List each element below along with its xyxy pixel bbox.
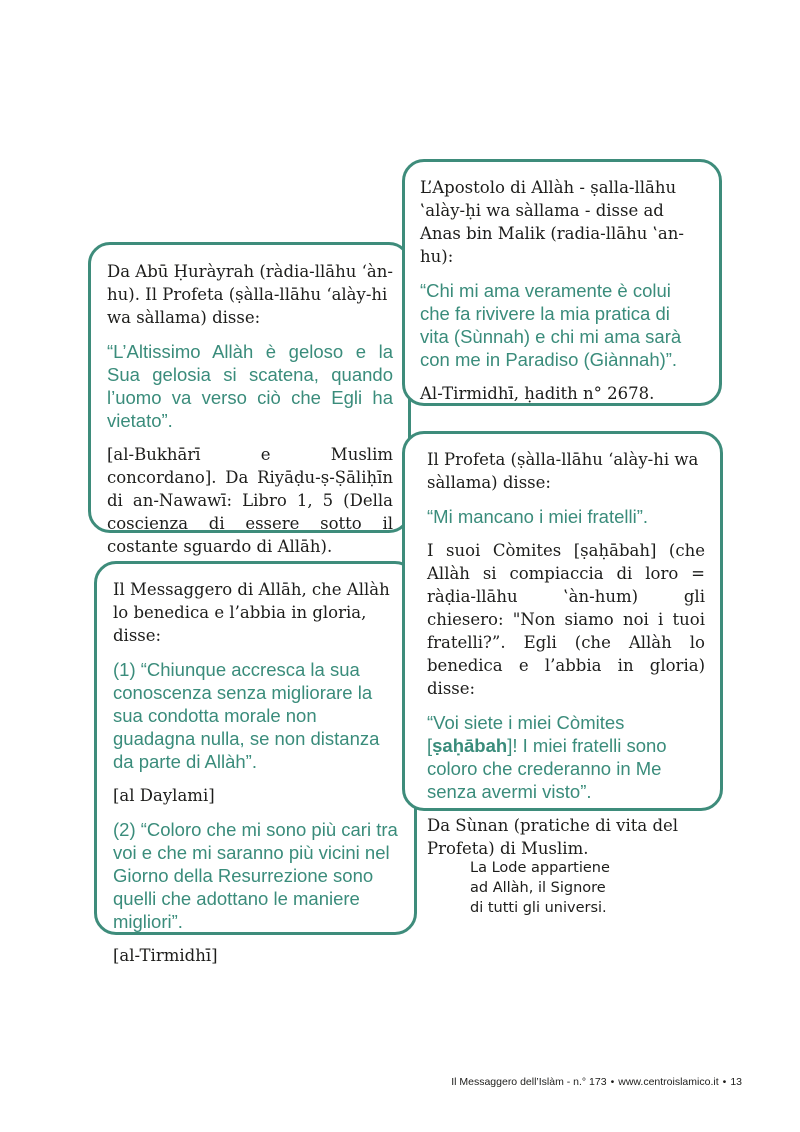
hadith-source: [al-Bukhārī e Muslim concordano]. Da Riyāḍu-ṣ-Ṣāliḥīn di an-Nawawī: Libro 1, 5 (Della coscienza di essere sotto il costante sguardo di Allāh). <box>107 445 393 556</box>
quote-part: “Voi siete i miei Còmites [ <box>427 712 625 756</box>
website-link[interactable]: www.centroislamico.it <box>618 1076 719 1088</box>
lode-line: di tutti gli universi. <box>470 900 607 916</box>
lode-line: ad Allàh, il Signore <box>470 880 606 896</box>
hadith-quote-1: (1) “Chiunque accresca la sua conoscenza senza migliorare la sua condotta morale non guadagna nulla, se non distanza da parte di Allàh”. <box>113 659 380 772</box>
hadith-intro: Il Messaggero di Allāh, che Allàh lo benedica e l’abbia in gloria, disse: <box>113 580 390 645</box>
quote-term: ṣaḥābah <box>432 735 508 756</box>
hadith-source: Da Sùnan (pratiche di vita del Profeta) di Muslim. <box>427 816 679 858</box>
page-footer <box>451 1076 742 1088</box>
hadith-intro: Da Abū Ḥuràyrah (ràdia-llāhu ‘àn-hu). Il Profeta (ṣàlla-llāhu ‘alày-hi wa sàllama) disse: <box>107 262 393 327</box>
bullet-separator: • <box>610 1076 615 1088</box>
hadith-quote: “L’Altissimo Allàh è geloso e la Sua gelosia si scatena, quando l’uomo va verso ciò che Egli ha vietato”. <box>107 341 393 431</box>
hadith-intro: L’Apostolo di Allàh - ṣalla-llāhu ‛alày-ḥi wa sàllama - disse ad Anas bin Malik (radia-llāhu ‛an-hu): <box>420 178 684 266</box>
hadith-box-fratelli <box>402 431 723 858</box>
hadith-source-1: [al Daylami] <box>113 786 215 805</box>
bullet-separator: • <box>722 1076 727 1088</box>
hadith-quote-2: (2) “Coloro che mi sono più cari tra voi e che mi saranno più vicini nel Giorno della Resurrezione sono quelli che adottano le maniere migliori”. <box>113 819 398 932</box>
page-number: 13 <box>730 1076 742 1088</box>
hadith-intro: Il Profeta (ṣàlla-llāhu ‘alày-hi wa sàllama) disse: <box>427 450 699 492</box>
lode-line: La Lode appartiene <box>470 860 610 876</box>
hadith-quote-second <box>427 711 705 803</box>
hadith-box-anas <box>402 159 722 406</box>
hadith-box-messaggero <box>94 561 417 965</box>
hadith-body: I suoi Còmites [ṣaḥābah] (che Allàh si compiaccia di loro = ràḍia-llāhu ‛àn-hum) gli chiesero: "Non siamo noi i tuoi fratelli?”. Egli (che Allàh lo benedica e l’abbia in gloria) disse: <box>427 541 705 698</box>
hadith-box-abu-hurayrah <box>88 242 411 556</box>
hadith-quote: “Chi mi ama veramente è colui che fa rivivere la mia pratica di vita (Sùnnah) e chi mi ama sarà con me in Paradiso (Giànnah)”. <box>420 280 682 370</box>
magazine-title: Il Messaggero dell’Islàm - n.° 173 <box>451 1076 607 1088</box>
hadith-source: Al-Tirmidhī, ḥadith n° 2678. <box>420 384 655 403</box>
quote-part: ]! I miei fratelli sono coloro che crederanno in Me senza avermi visto”. <box>427 735 667 802</box>
hadith-source-2: [al-Tirmidhī] <box>113 946 218 965</box>
lode-caption <box>470 858 610 918</box>
hadith-quote: “Mi mancano i miei fratelli”. <box>427 506 649 527</box>
